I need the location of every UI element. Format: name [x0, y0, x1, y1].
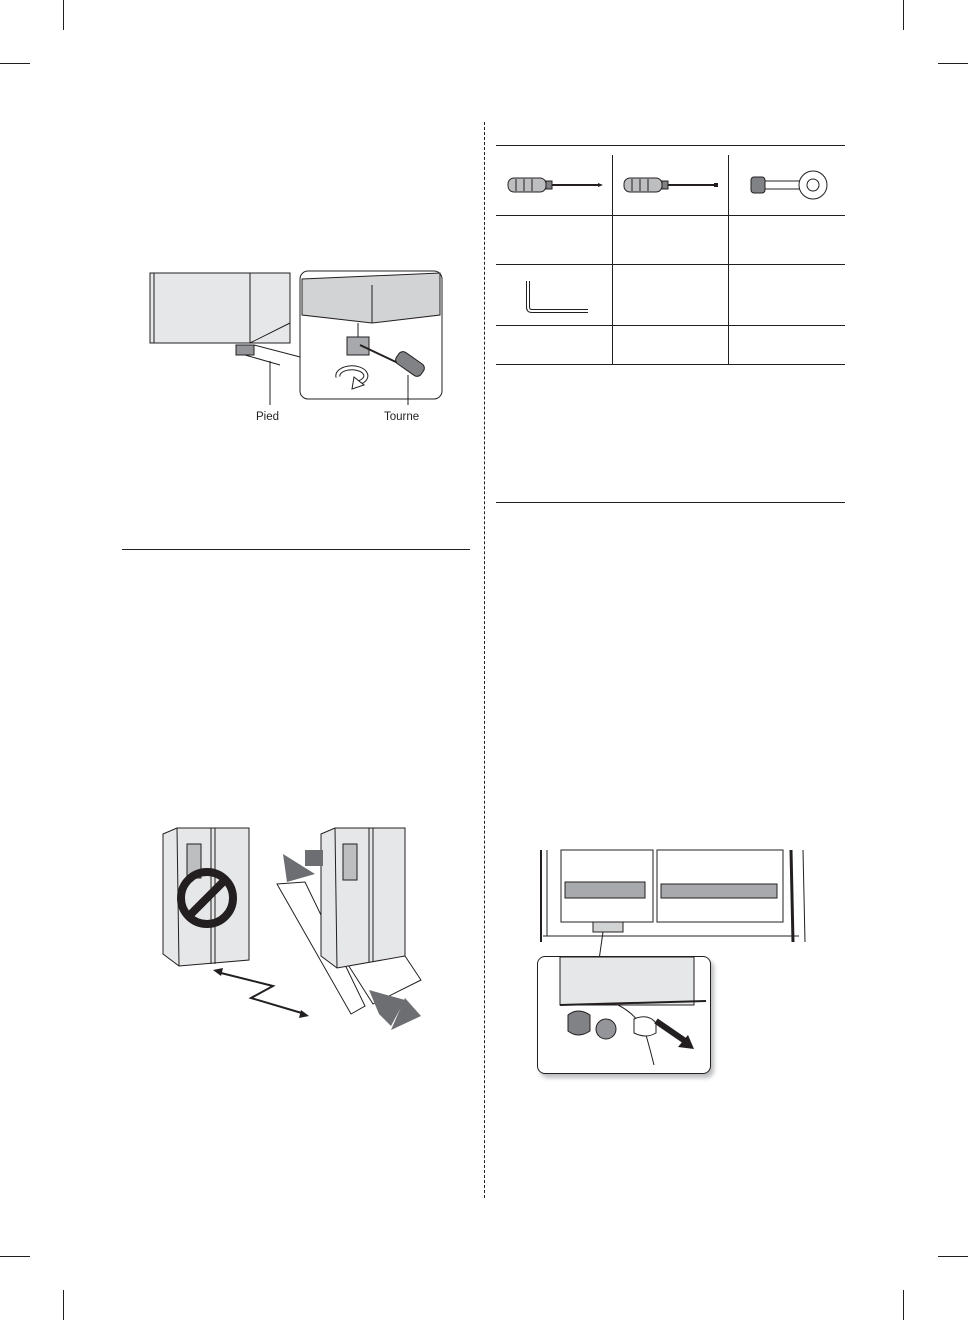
turn-callout: Tourne: [384, 411, 420, 423]
tool-label-cell: [496, 216, 612, 265]
tool-label-cell: [612, 216, 729, 265]
foot-callout: Pied: [256, 411, 280, 423]
flat-screwdriver-icon: [620, 170, 720, 200]
tool-label-cell: [729, 326, 845, 365]
tool-cell: [496, 155, 612, 216]
tool-label-cell: [729, 216, 845, 265]
crop-mark: [903, 0, 904, 30]
tool-label-cell: [612, 326, 729, 365]
tools-table: [496, 155, 845, 365]
crop-mark: [63, 1290, 64, 1320]
allen-key-icon: [514, 275, 594, 315]
phillips-screwdriver-icon: [504, 170, 604, 200]
leveling-foot-figure: [140, 265, 450, 440]
tool-cell: [612, 265, 729, 326]
section-rule: [122, 549, 470, 550]
tool-cell: [729, 155, 845, 216]
column-divider: [484, 122, 485, 1198]
crop-mark: [938, 1256, 968, 1257]
tool-label-cell: [496, 326, 612, 365]
crop-mark: [0, 1256, 30, 1257]
moving-fridge-figure: [155, 820, 455, 1030]
crop-mark: [0, 63, 30, 64]
crop-mark: [903, 1290, 904, 1320]
socket-wrench-icon: [737, 167, 837, 203]
section-rule: [496, 145, 845, 146]
tool-cell: [612, 155, 729, 216]
tool-cell: [729, 265, 845, 326]
crop-mark: [63, 0, 64, 30]
section-rule: [496, 502, 845, 503]
crop-mark: [938, 63, 968, 64]
tool-cell: [496, 265, 612, 326]
hinge-inset: [537, 956, 711, 1074]
open-fridge-figure: [537, 848, 807, 1074]
